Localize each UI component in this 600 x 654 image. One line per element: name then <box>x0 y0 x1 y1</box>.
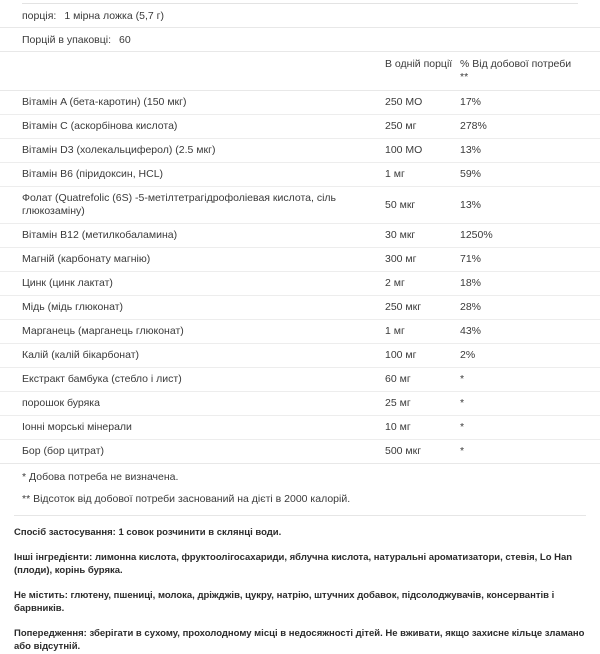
nutrient-name: Калій (калій бікарбонат) <box>0 344 385 368</box>
bottom-information-section <box>0 516 600 654</box>
nutrient-daily-value: 13% <box>460 139 600 163</box>
serving-size-row <box>0 4 600 28</box>
nutrient-name: Вітамін B12 (метилкобаламина) <box>0 224 385 248</box>
nutrient-daily-value: 18% <box>460 272 600 296</box>
nutrient-daily-value: 59% <box>460 163 600 187</box>
footnote-double-asterisk: ** Відсоток від добової потреби заснований на дієті в 2000 калорій. <box>22 493 351 505</box>
nutrient-amount: 300 мг <box>385 248 460 272</box>
nutrient-amount: 30 мкг <box>385 224 460 248</box>
table-row <box>0 91 600 115</box>
nutrient-amount: 100 мг <box>385 344 460 368</box>
table-body <box>0 91 600 464</box>
servings-per-container-value: 60 <box>119 33 131 46</box>
table-header-row <box>0 52 600 91</box>
header-nutrient <box>0 52 385 91</box>
table-row <box>0 440 600 464</box>
other-ingredients-text: Інші інгредієнти: лимонна кислота, фруктоолігосахариди, яблучна кислота, натуральні ароматизатори, стевія, Lo Han (плоди), корінь буряка. <box>14 551 573 576</box>
nutrient-amount: 500 мкг <box>385 440 460 464</box>
nutrient-amount: 250 МО <box>385 91 460 115</box>
servings-per-container-label: Порцій в упаковці: <box>22 33 112 46</box>
nutrient-daily-value: 1250% <box>460 224 600 248</box>
nutrient-name: Вітамін C (аскорбінова кислота) <box>0 115 385 139</box>
table-row <box>0 368 600 392</box>
nutrient-name: Вітамін B6 (піридоксин, HCL) <box>0 163 385 187</box>
serving-size-label: порція: <box>22 9 57 22</box>
table-row <box>0 187 600 224</box>
nutrient-daily-value: 17% <box>460 91 600 115</box>
footnote-single-asterisk: * Добова потреба не визначена. <box>22 471 179 483</box>
serving-size-value: 1 мірна ложка (5,7 г) <box>64 9 164 22</box>
nutrient-daily-value: 278% <box>460 115 600 139</box>
nutrient-name: Екстракт бамбука (стебло і лист) <box>0 368 385 392</box>
nutrient-name: Мідь (мідь глюконат) <box>0 296 385 320</box>
nutrient-amount: 2 мг <box>385 272 460 296</box>
nutrient-daily-value: 28% <box>460 296 600 320</box>
nutrient-amount: 50 мкг <box>385 187 460 224</box>
nutrient-amount: 25 мг <box>385 392 460 416</box>
nutrient-name: Іонні морські мінерали <box>0 416 385 440</box>
table-row <box>0 344 600 368</box>
nutrient-daily-value: * <box>460 368 600 392</box>
nutrient-daily-value: 71% <box>460 248 600 272</box>
nutrient-name: Цинк (цинк лактат) <box>0 272 385 296</box>
nutrient-amount: 10 мг <box>385 416 460 440</box>
nutrient-amount: 1 мг <box>385 320 460 344</box>
nutrient-amount: 60 мг <box>385 368 460 392</box>
nutrient-amount: 100 МО <box>385 139 460 163</box>
nutrient-name: Вітамін D3 (холекальциферол) (2.5 мкг) <box>0 139 385 163</box>
servings-per-container-row <box>0 28 600 52</box>
free-from-text: Не містить: глютену, пшениці, молока, дріжджів, цукру, натрію, штучних добавок, підсолоджувачів, консервантів і барвників. <box>14 589 555 614</box>
table-row <box>0 272 600 296</box>
nutrient-daily-value: 43% <box>460 320 600 344</box>
nutrient-daily-value: * <box>460 440 600 464</box>
header-amount-per-serving: В одній порції <box>385 52 460 91</box>
nutrient-amount: 250 мг <box>385 115 460 139</box>
nutrient-daily-value: 13% <box>460 187 600 224</box>
table-row <box>0 416 600 440</box>
nutrient-name: порошок буряка <box>0 392 385 416</box>
warning-text: Попередження: зберігати в сухому, прохолодному місці в недосяжності дітей. Не вживати, якщо захисне кільце зламано або відсутній. <box>14 627 585 652</box>
supplement-facts-table <box>0 52 600 464</box>
nutrient-name: Магній (карбонату магнію) <box>0 248 385 272</box>
nutrient-name: Фолат (Quatrefolic (6S) -5-метілтетрагідрофоліевая кислота, сіль глюкозаміну) <box>0 187 385 224</box>
table-row <box>0 296 600 320</box>
table-row <box>0 163 600 187</box>
nutrient-amount: 250 мкг <box>385 296 460 320</box>
directions-text: Спосіб застосування: 1 совок розчинити в склянці води. <box>14 527 282 538</box>
nutrient-daily-value: 2% <box>460 344 600 368</box>
table-row <box>0 320 600 344</box>
table-row <box>0 115 600 139</box>
table-row <box>0 392 600 416</box>
supplement-facts-panel <box>0 3 600 654</box>
table-row <box>0 248 600 272</box>
table-row <box>0 139 600 163</box>
nutrient-name: Вітамін A (бета-каротин) (150 мкг) <box>0 91 385 115</box>
nutrient-daily-value: * <box>460 392 600 416</box>
table-row <box>0 224 600 248</box>
nutrient-name: Марганець (марганець глюконат) <box>0 320 385 344</box>
header-daily-value: % Від добової потреби ** <box>460 52 600 91</box>
nutrient-amount: 1 мг <box>385 163 460 187</box>
nutrient-name: Бор (бор цитрат) <box>0 440 385 464</box>
nutrient-daily-value: * <box>460 416 600 440</box>
